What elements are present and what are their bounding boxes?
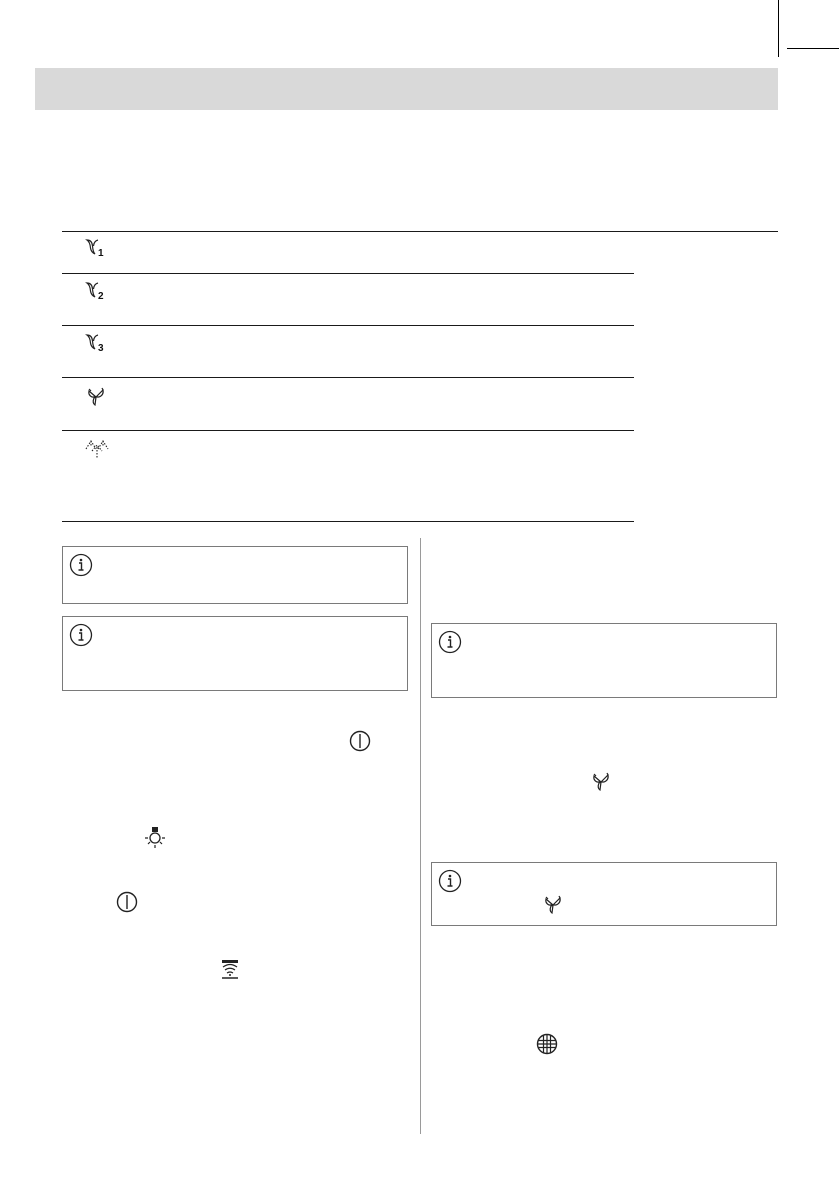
fan-speed-2-icon: [84, 281, 104, 301]
info-icon: [69, 553, 93, 582]
light-icon: [143, 826, 167, 850]
fan-speed-number: 3: [98, 343, 104, 354]
grease-filter-icon: [536, 1033, 558, 1055]
table-row-divider: [62, 325, 634, 326]
info-note-box: [62, 546, 408, 604]
section-header-band: [35, 68, 778, 110]
table-row-divider: [62, 377, 634, 378]
table-row-divider: [62, 430, 634, 431]
info-note-box: [431, 862, 777, 926]
fan-boost-icon: [542, 894, 564, 916]
info-icon: [438, 630, 462, 659]
info-icon: [69, 623, 93, 652]
power-icon: [116, 891, 138, 913]
info-note-box: [62, 616, 408, 691]
column-divider: [420, 538, 421, 1134]
table-row-divider: [62, 273, 634, 274]
hob2hood-wifi-icon: [219, 958, 241, 980]
fan-speed-number: 1: [98, 248, 104, 259]
info-icon: [438, 869, 462, 898]
fan-boost-icon: [85, 386, 107, 408]
fan-boost-icon: [590, 771, 612, 793]
crop-mark-horizontal: [787, 48, 839, 49]
power-icon: [349, 730, 371, 752]
info-note-box: [431, 623, 777, 698]
table-bottom-rule: [62, 521, 634, 522]
fan-speed-1-icon: [84, 238, 104, 258]
fan-speed-3-icon: [84, 333, 104, 353]
crop-mark-vertical: [778, 0, 779, 57]
breeze-mode-icon: [84, 437, 110, 461]
fan-speed-number: 2: [98, 291, 104, 302]
table-top-rule: [62, 231, 778, 232]
